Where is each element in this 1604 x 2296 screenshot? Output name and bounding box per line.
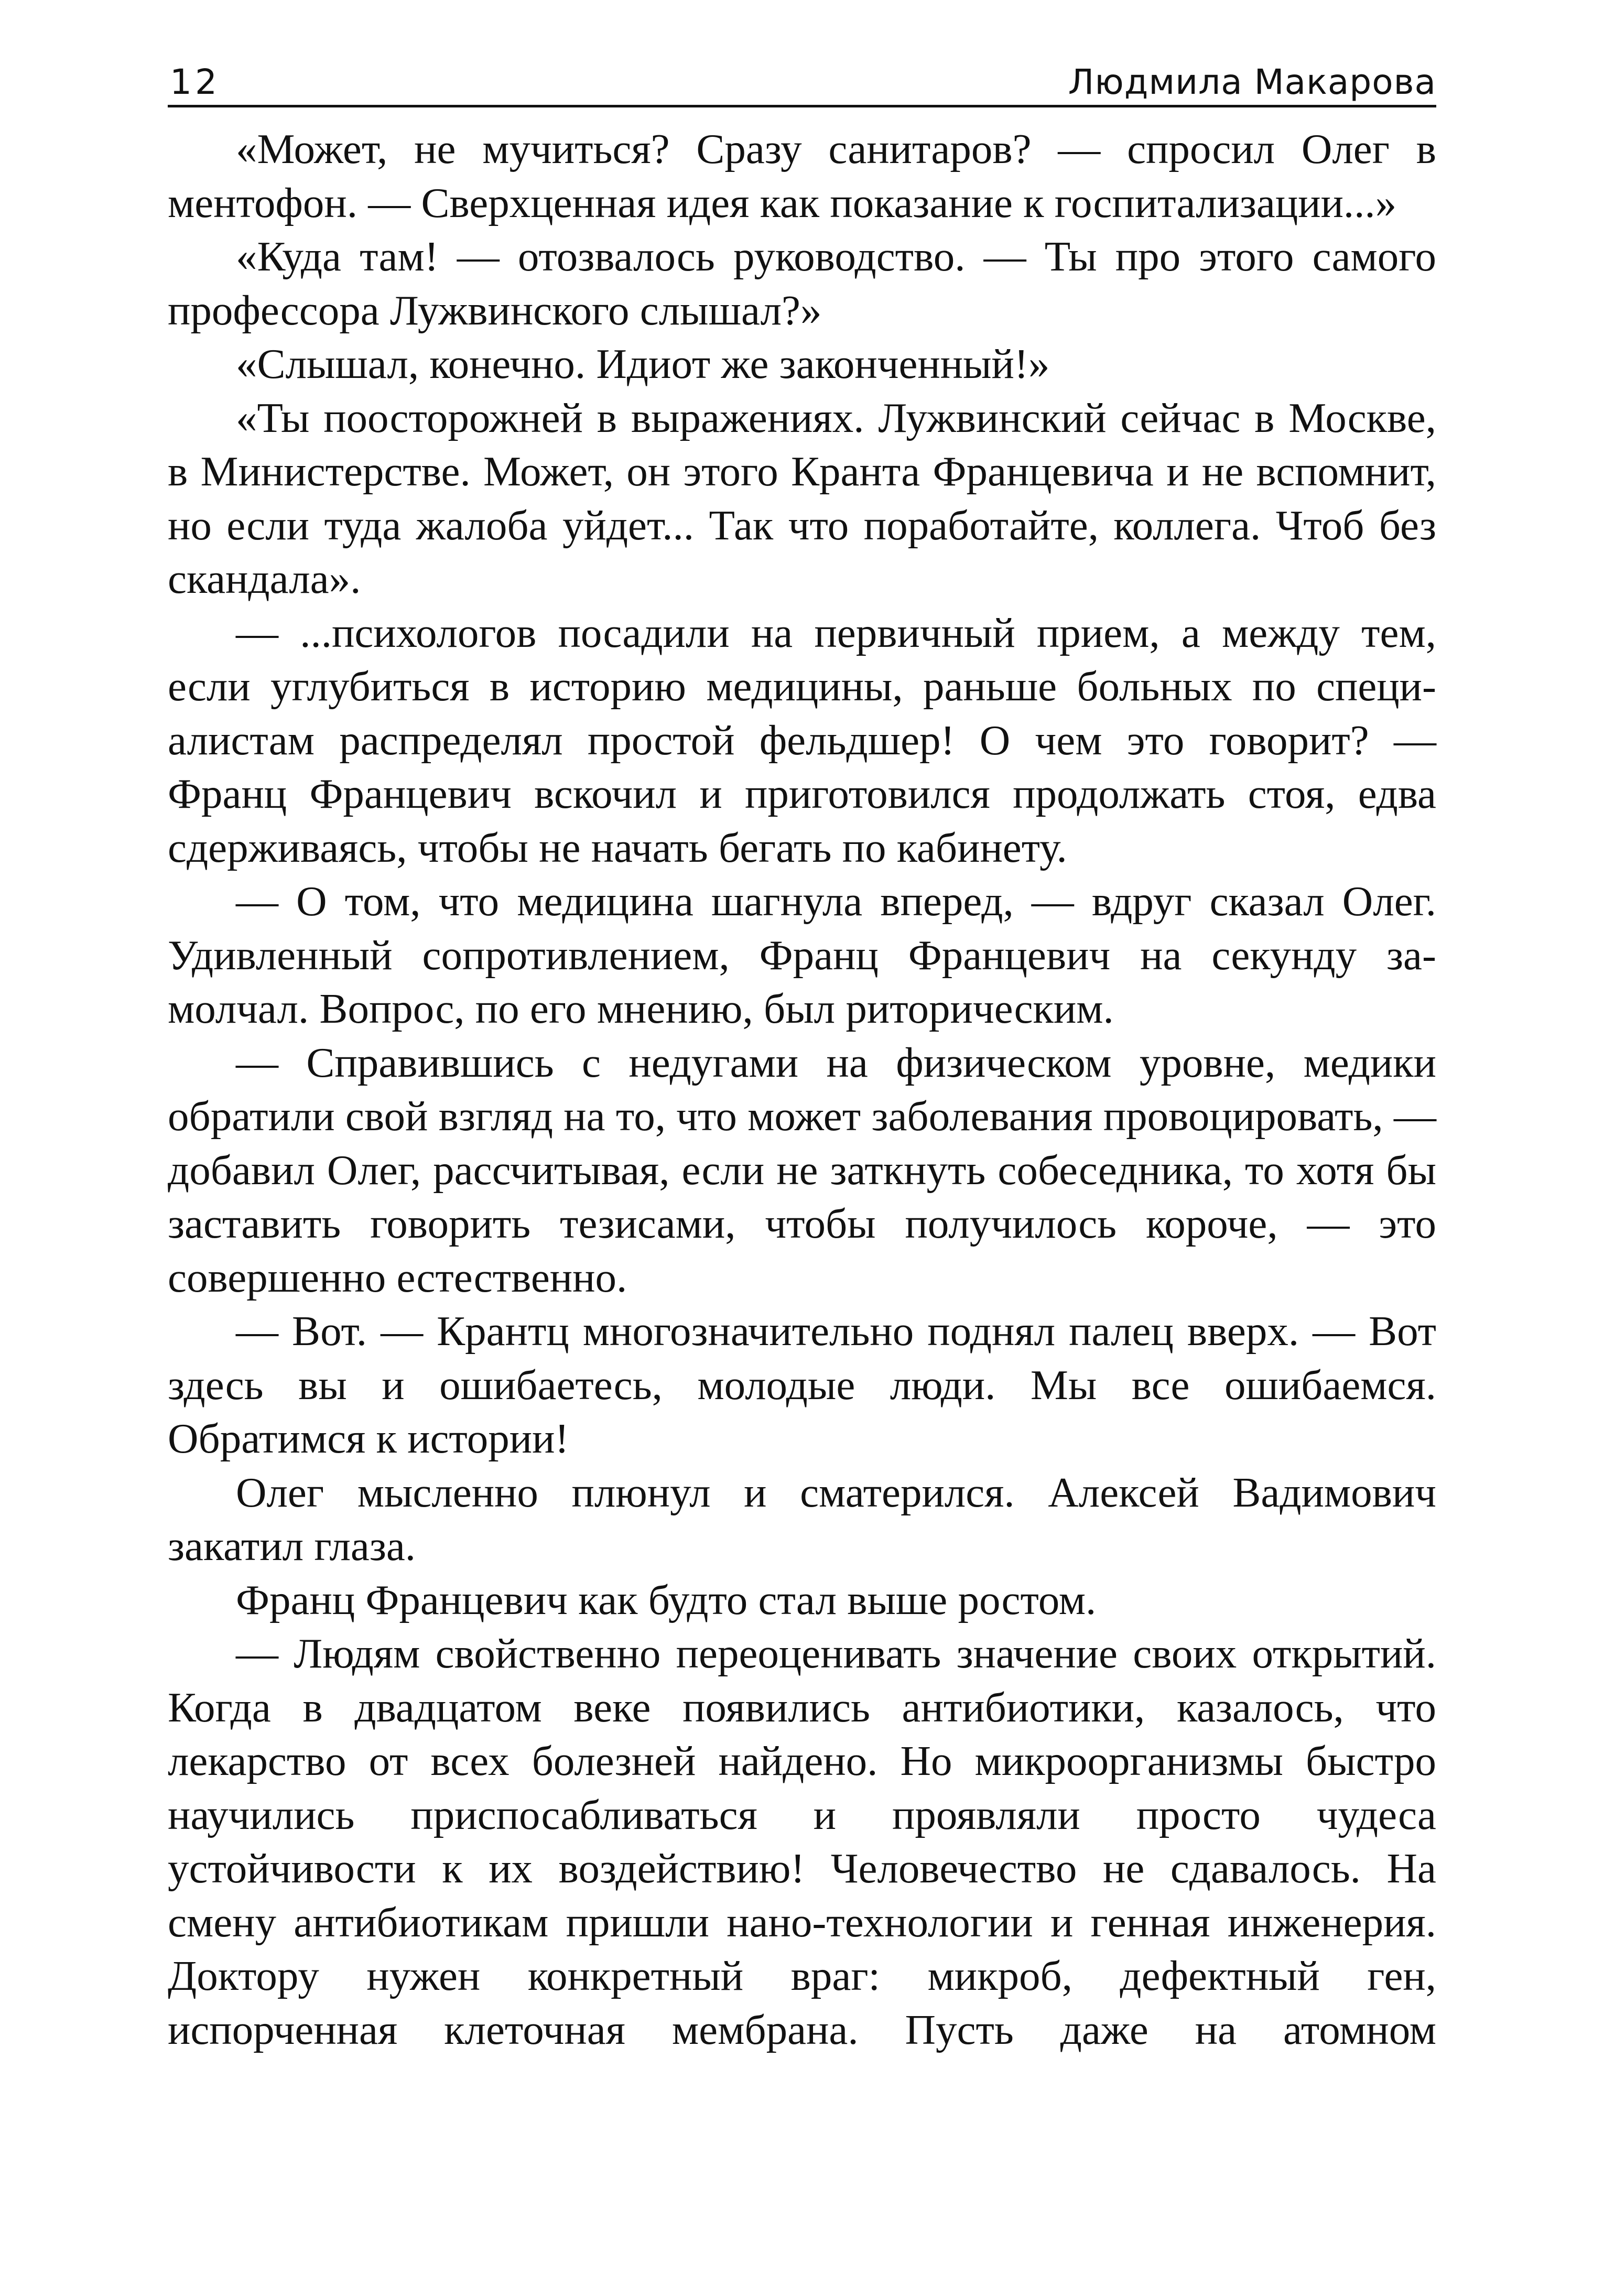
paragraph: «Слышал, конечно. Идиот же законченный!» — [236, 340, 1050, 387]
page-header — [168, 55, 1436, 107]
book-page — [168, 55, 1436, 2257]
paragraph-continued: — Людям свойственно переоценивать значение своих открытий. Когда в двадцатом веке появились антибиотики, казалось, что лекарство от всех болезней найдено. Но микроорганизмы быстро научились приспосабливаться и проявляли просто чудеса устойчивости к их воздействию! Человечество не сдавалось. На смену антибиотикам пришли нано-технологии и генная инженерия. Доктору нужен конкретный враг: микроб, дефектный ген, испорченная клеточная мембрана. Пусть даже на атомном — [168, 1630, 1436, 2053]
paragraph: Олег мысленно плюнул и сматерился. Алексей Вадимович закатил глаза. — [168, 1468, 1436, 1569]
paragraph: — О том, что медицина шагнула вперед, — вдруг сказал Олег. Удивленный сопротивлением, Франц Францевич на секунду замолчал. Вопрос, по его мнению, был риторическим. — [168, 878, 1436, 1032]
paragraph: — ...психологов посадили на первичный прием, а между тем, если углубиться в историю медицины, раньше больных по специалистам распределял простой фельдшер! О чем это говорит? — Франц Францевич вскочил и приготовился продолжать стоя, едва сдерживаясь, чтобы не начать бегать по кабинету. — [168, 609, 1436, 871]
paragraph: «Куда там! — отозвалось руководство. — Ты про этого самого профессора Лужвинского слышал?» — [168, 233, 1436, 334]
paragraph: «Ты поосторожней в выражениях. Лужвинский сейчас в Москве, в Министерстве. Может, он этого Кранта Францевича и не вспомнит, но если туда жалоба уйдет... Так что поработайте, коллега. Чтоб без скандала». — [168, 394, 1436, 602]
paragraph: «Может, не мучиться? Сразу санитаров? — спросил Олег в ментофон. — Сверхценная идея как показание к госпитализации...» — [168, 125, 1436, 226]
paragraph: Франц Францевич как будто стал выше ростом. — [236, 1576, 1097, 1623]
body-text — [168, 122, 1436, 2056]
paragraph: — Справившись с недугами на физическом уровне, медики обратили свой взгляд на то, что может заболевания провоцировать, — добавил Олег, рассчитывая, если не заткнуть собеседника, то хотя бы заставить говорить тезисами, чтобы получилось короче, — это совершенно естественно. — [168, 1038, 1436, 1301]
running-title-author: Людмила Макарова — [1068, 62, 1436, 102]
page-number: 12 — [170, 62, 220, 102]
paragraph: — Вот. — Крантц многозначительно поднял палец вверх. — Вот здесь вы и ошибаетесь, молодые люди. Мы все ошибаемся. Обратимся к истории! — [168, 1307, 1436, 1462]
